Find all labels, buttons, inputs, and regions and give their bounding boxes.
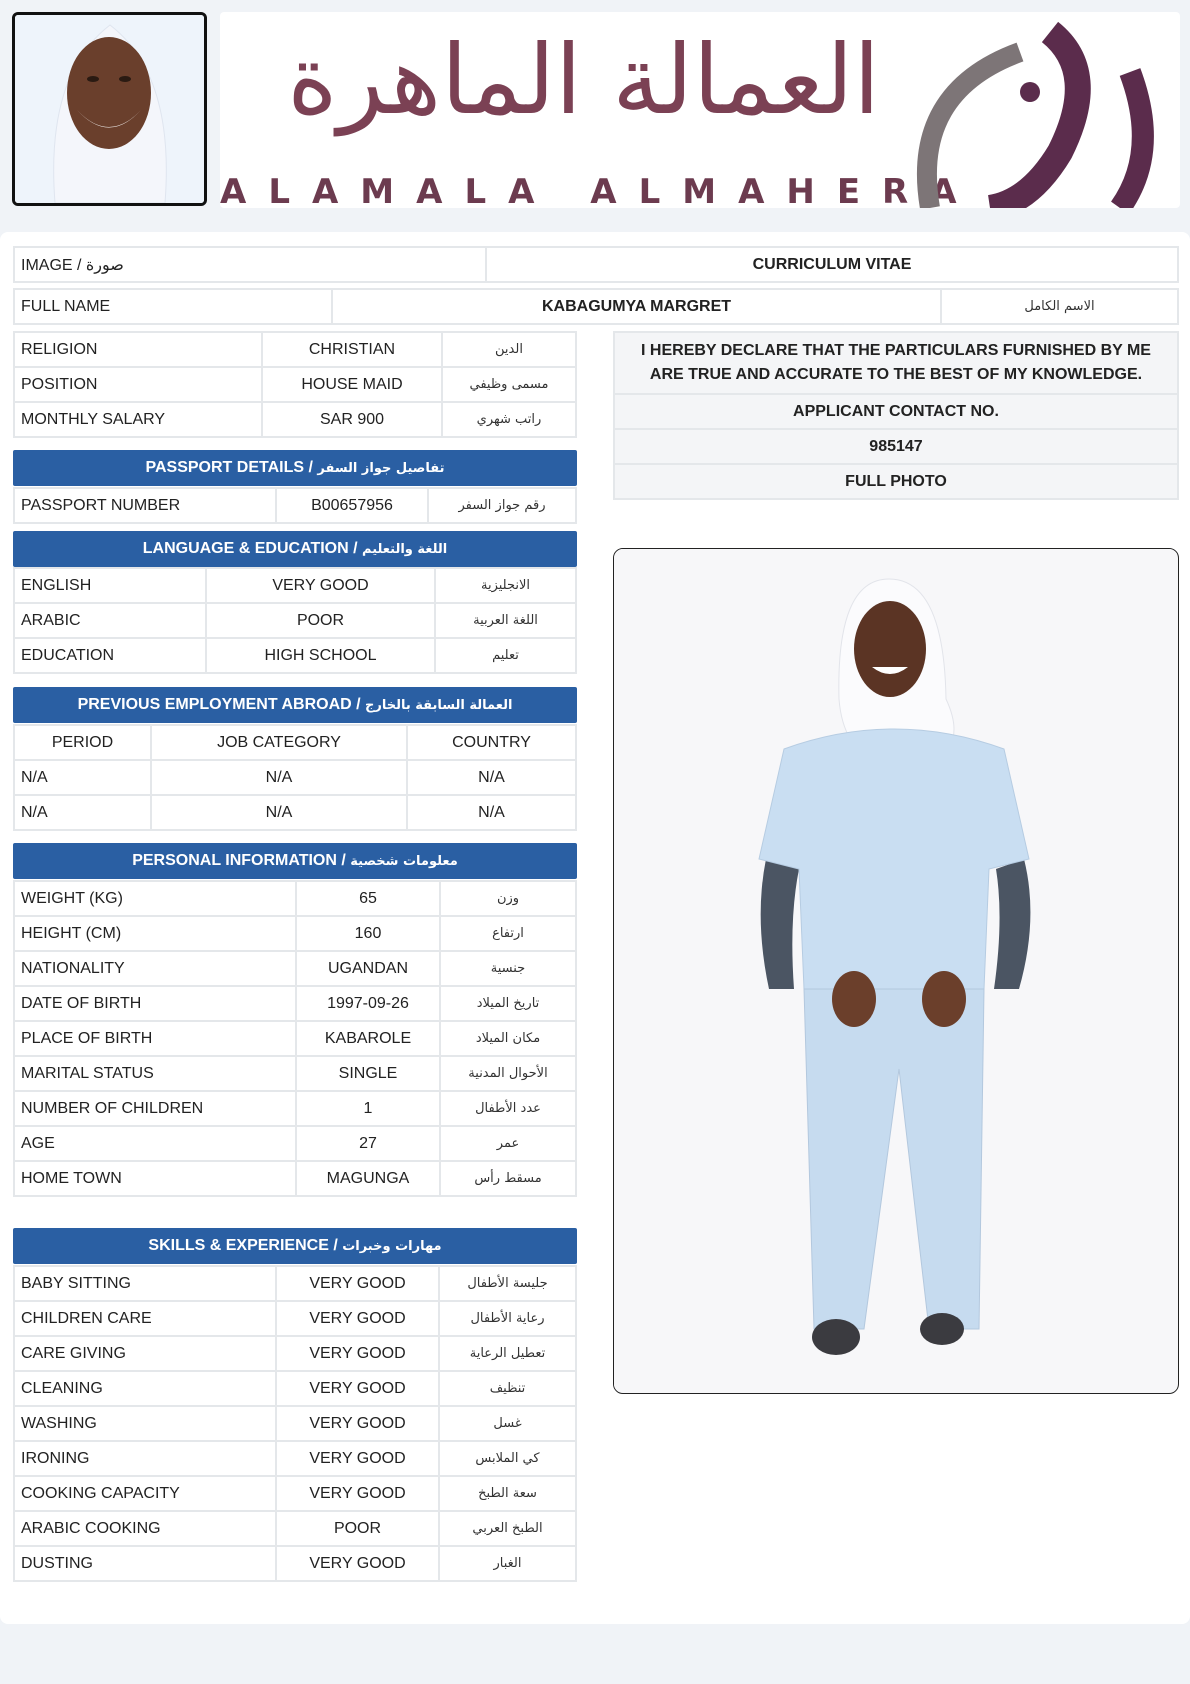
children-label: NUMBER OF CHILDREN: [14, 1091, 296, 1126]
language-section-header: [13, 531, 577, 567]
language-header-en: LANGUAGE & EDUCATION /: [142, 540, 362, 557]
full-body-image: [614, 549, 1177, 1392]
declaration-text: I HEREBY DECLARE THAT THE PARTICULARS FURNISHED BY ME ARE TRUE AND ACCURATE TO THE BEST OF MY KNOWLEDGE.: [614, 332, 1178, 394]
skill-ar: الغبار: [439, 1546, 576, 1581]
skill-ar: تعطيل الرعاية: [439, 1336, 576, 1371]
column-header-country: COUNTRY: [407, 725, 576, 760]
arabic-label: ARABIC: [14, 603, 206, 638]
period-cell: N/A: [14, 795, 151, 830]
skill-value: VERY GOOD: [276, 1441, 439, 1476]
skill-value: VERY GOOD: [276, 1301, 439, 1336]
skill-ar: غسل: [439, 1406, 576, 1441]
skill-ar: سعة الطبخ: [439, 1476, 576, 1511]
skill-label: WASHING: [14, 1406, 276, 1441]
country-cell: N/A: [407, 795, 576, 830]
contact-value: 985147: [614, 429, 1178, 464]
page-header: [0, 0, 1190, 220]
language-table: [13, 567, 577, 674]
full-name-value: KABAGUMYA MARGRET: [332, 289, 941, 324]
passport-header-en: PASSPORT DETAILS /: [145, 459, 318, 476]
company-logo-banner: [220, 12, 1180, 208]
employment-header-en: PREVIOUS EMPLOYMENT ABROAD /: [77, 696, 366, 713]
passport-header-ar: تفاصيل جواز السفر: [317, 461, 445, 476]
children-ar: عدد الأطفال: [440, 1091, 576, 1126]
table-header-row: [14, 725, 576, 760]
weight-label: WEIGHT (KG): [14, 881, 296, 916]
children-value: 1: [296, 1091, 440, 1126]
skill-value: VERY GOOD: [276, 1336, 439, 1371]
table-row: [14, 951, 576, 986]
skill-label: ARABIC COOKING: [14, 1511, 276, 1546]
marital-ar: الأحوال المدنية: [440, 1056, 576, 1091]
pob-ar: مكان الميلاد: [440, 1021, 576, 1056]
basic-info-table: [13, 331, 577, 438]
full-photo-label: FULL PHOTO: [614, 464, 1178, 499]
cv-title: CURRICULUM VITAE: [486, 247, 1178, 282]
position-value: HOUSE MAID: [262, 367, 442, 402]
salary-value: SAR 900: [262, 402, 442, 437]
table-row: [14, 760, 576, 795]
skills-header-ar: مهارات وخبرات: [342, 1239, 442, 1254]
arabic-ar: اللغة العربية: [435, 603, 576, 638]
table-row: [14, 1371, 576, 1406]
skill-label: DUSTING: [14, 1546, 276, 1581]
table-row: [14, 1091, 576, 1126]
table-row: [14, 881, 576, 916]
education-ar: تعليم: [435, 638, 576, 673]
personal-header-ar: معلومات شخصية: [350, 854, 458, 869]
religion-label: RELIGION: [14, 332, 262, 367]
table-row: [14, 1301, 576, 1336]
table-row: [14, 1126, 576, 1161]
pob-value: KABAROLE: [296, 1021, 440, 1056]
age-ar: عمر: [440, 1126, 576, 1161]
table-row: [14, 1511, 576, 1546]
table-row: [14, 1476, 576, 1511]
nationality-ar: جنسية: [440, 951, 576, 986]
portrait-photo: [12, 12, 207, 206]
skill-label: CHILDREN CARE: [14, 1301, 276, 1336]
passport-section-header: [13, 450, 577, 486]
logo-emblem-icon: [900, 12, 1180, 208]
table-row: [14, 986, 576, 1021]
skill-ar: تنظيف: [439, 1371, 576, 1406]
skill-ar: الطبخ العربي: [439, 1511, 576, 1546]
salary-ar: راتب شهري: [442, 402, 576, 437]
table-row: [14, 1266, 576, 1301]
salary-label: MONTHLY SALARY: [14, 402, 262, 437]
skill-label: CLEANING: [14, 1371, 276, 1406]
hometown-label: HOME TOWN: [14, 1161, 296, 1196]
skill-ar: جليسة الأطفال: [439, 1266, 576, 1301]
height-ar: ارتفاع: [440, 916, 576, 951]
employment-header-ar: العمالة السابقة بالخارج: [365, 698, 513, 713]
full-name-table: [13, 288, 1179, 325]
position-label: POSITION: [14, 367, 262, 402]
skill-ar: رعاية الأطفال: [439, 1301, 576, 1336]
personal-table: [13, 880, 577, 1197]
arabic-value: POOR: [206, 603, 435, 638]
hometown-ar: مسقط رأس: [440, 1161, 576, 1196]
country-cell: N/A: [407, 760, 576, 795]
weight-value: 65: [296, 881, 440, 916]
table-row: [14, 367, 576, 402]
english-label: ENGLISH: [14, 568, 206, 603]
english-value: VERY GOOD: [206, 568, 435, 603]
skills-section-header: [13, 1228, 577, 1264]
skill-value: VERY GOOD: [276, 1371, 439, 1406]
logo-latin-text: ALAMALA ALMAHERA: [220, 172, 979, 208]
weight-ar: وزن: [440, 881, 576, 916]
employment-section-header: [13, 687, 577, 723]
dob-label: DATE OF BIRTH: [14, 986, 296, 1021]
skill-label: BABY SITTING: [14, 1266, 276, 1301]
table-row: [14, 1336, 576, 1371]
table-row: [14, 1161, 576, 1196]
declaration-table: [613, 331, 1179, 500]
age-label: AGE: [14, 1126, 296, 1161]
skill-value: VERY GOOD: [276, 1476, 439, 1511]
skill-value: VERY GOOD: [276, 1546, 439, 1581]
job-category-cell: N/A: [151, 795, 407, 830]
skill-ar: كي الملابس: [439, 1441, 576, 1476]
table-row: [14, 1406, 576, 1441]
passport-number-label: PASSPORT NUMBER: [14, 488, 276, 523]
period-cell: N/A: [14, 760, 151, 795]
table-row: [14, 916, 576, 951]
portrait-image: [15, 15, 204, 203]
skill-label: IRONING: [14, 1441, 276, 1476]
employment-table: [13, 724, 577, 831]
passport-table: [13, 487, 577, 524]
full-body-photo: [613, 548, 1179, 1394]
nationality-value: UGANDAN: [296, 951, 440, 986]
education-value: HIGH SCHOOL: [206, 638, 435, 673]
personal-section-header: [13, 843, 577, 879]
column-header-period: PERIOD: [14, 725, 151, 760]
table-row: [14, 603, 576, 638]
skill-label: CARE GIVING: [14, 1336, 276, 1371]
full-name-label: FULL NAME: [14, 289, 332, 324]
pob-label: PLACE OF BIRTH: [14, 1021, 296, 1056]
marital-label: MARITAL STATUS: [14, 1056, 296, 1091]
cv-title-table: [13, 246, 1179, 283]
table-row: [14, 332, 576, 367]
skill-value: POOR: [276, 1511, 439, 1546]
table-row: [14, 1441, 576, 1476]
passport-number-value: B00657956: [276, 488, 428, 523]
marital-value: SINGLE: [296, 1056, 440, 1091]
contact-label: APPLICANT CONTACT NO.: [614, 394, 1178, 429]
dob-value: 1997-09-26: [296, 986, 440, 1021]
position-ar: مسمى وظيفي: [442, 367, 576, 402]
language-header-ar: اللغة والتعليم: [362, 542, 448, 557]
hometown-value: MAGUNGA: [296, 1161, 440, 1196]
table-row: [14, 638, 576, 673]
passport-number-ar: رقم جواز السفر: [428, 488, 576, 523]
table-row: [14, 795, 576, 830]
height-value: 160: [296, 916, 440, 951]
skills-table: [13, 1265, 577, 1582]
skill-label: COOKING CAPACITY: [14, 1476, 276, 1511]
skills-header-en: SKILLS & EXPERIENCE /: [148, 1237, 343, 1254]
nationality-label: NATIONALITY: [14, 951, 296, 986]
table-row: [14, 1021, 576, 1056]
religion-ar: الدين: [442, 332, 576, 367]
religion-value: CHRISTIAN: [262, 332, 442, 367]
table-row: [14, 1546, 576, 1581]
table-row: [14, 1056, 576, 1091]
dob-ar: تاريخ الميلاد: [440, 986, 576, 1021]
skill-value: VERY GOOD: [276, 1406, 439, 1441]
age-value: 27: [296, 1126, 440, 1161]
height-label: HEIGHT (CM): [14, 916, 296, 951]
table-row: [14, 488, 576, 523]
table-row: [14, 402, 576, 437]
image-label: IMAGE / صورة: [14, 247, 486, 282]
english-ar: الانجليزية: [435, 568, 576, 603]
personal-header-en: PERSONAL INFORMATION /: [132, 852, 351, 869]
skill-value: VERY GOOD: [276, 1266, 439, 1301]
logo-arabic-text: العمالة الماهرة: [287, 24, 880, 136]
full-name-ar: الاسم الكامل: [941, 289, 1178, 324]
job-category-cell: N/A: [151, 760, 407, 795]
column-header-job-category: JOB CATEGORY: [151, 725, 407, 760]
table-row: [14, 568, 576, 603]
education-label: EDUCATION: [14, 638, 206, 673]
